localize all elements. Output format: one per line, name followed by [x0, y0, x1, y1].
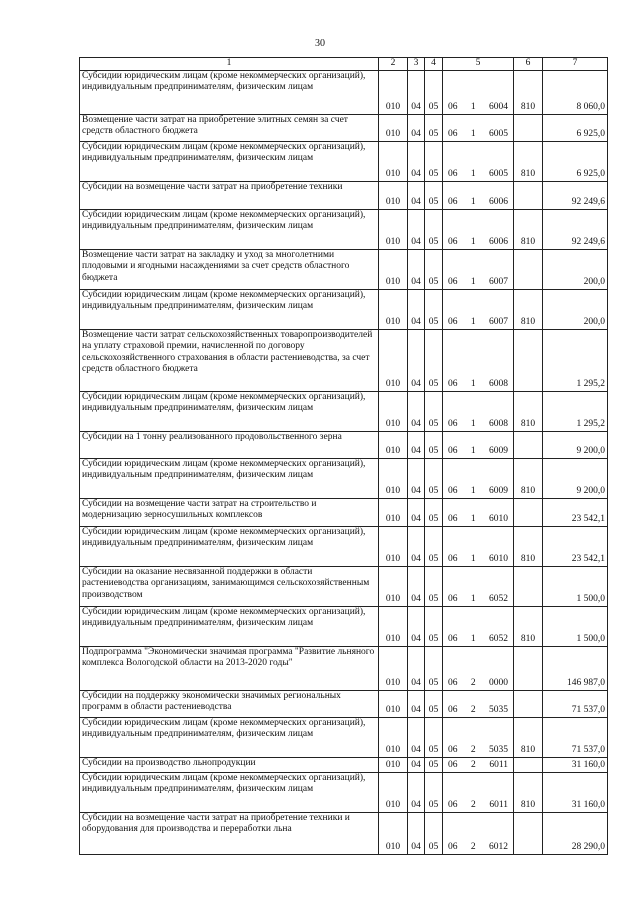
row-code-target-item: 6006 — [489, 197, 508, 207]
row-code-subsection: 05 — [425, 391, 443, 431]
table-row — [80, 772, 608, 812]
row-amount: 8 060,0 — [543, 70, 608, 114]
row-description: Возмещение части затрат на закладку и уход за многолетними плодовыми и ягодными насаждениями за счет средств областного бюджета — [80, 249, 379, 289]
header-col-5: 5 — [443, 58, 514, 71]
table-row — [80, 181, 608, 209]
row-code-department: 010 — [379, 717, 408, 757]
row-code-section: 04 — [408, 498, 425, 526]
table-row — [80, 566, 608, 606]
row-code-expense-type — [514, 812, 543, 854]
row-code-target-program: 06 — [448, 760, 458, 770]
row-amount: 200,0 — [543, 289, 608, 329]
row-code-target-program: 06 — [448, 634, 458, 644]
row-code-section: 04 — [408, 757, 425, 772]
row-code-subsection: 05 — [425, 566, 443, 606]
row-code-target — [443, 431, 514, 458]
row-code-subsection: 05 — [425, 114, 443, 141]
row-amount: 200,0 — [543, 249, 608, 289]
row-code-target-subprogram: 1 — [470, 594, 476, 604]
row-code-target — [443, 114, 514, 141]
row-code-target-subprogram: 2 — [470, 842, 476, 852]
row-code-department: 010 — [379, 812, 408, 854]
row-code-subsection: 05 — [425, 646, 443, 690]
row-amount: 92 249,6 — [543, 181, 608, 209]
row-code-subsection: 05 — [425, 606, 443, 646]
row-code-target — [443, 141, 514, 181]
row-code-target-program: 06 — [448, 169, 458, 179]
row-amount: 28 290,0 — [543, 812, 608, 854]
table-row — [80, 114, 608, 141]
row-amount: 31 160,0 — [543, 757, 608, 772]
table-row — [80, 458, 608, 498]
row-code-target-item: 6052 — [489, 594, 508, 604]
table-row — [80, 70, 608, 114]
row-code-target — [443, 646, 514, 690]
row-code-expense-type: 810 — [514, 209, 543, 249]
row-code-target-subprogram: 2 — [470, 745, 476, 755]
row-code-target-item: 6009 — [489, 446, 508, 456]
row-code-department: 010 — [379, 772, 408, 812]
row-code-section: 04 — [408, 566, 425, 606]
row-code-department: 010 — [379, 757, 408, 772]
row-code-target-item: 6011 — [489, 760, 508, 770]
row-code-target — [443, 812, 514, 854]
row-code-target — [443, 458, 514, 498]
row-code-section: 04 — [408, 690, 425, 717]
row-code-target-item: 6012 — [489, 842, 508, 852]
row-code-target-item: 6008 — [489, 419, 508, 429]
page-number: 30 — [315, 38, 325, 49]
row-code-subsection: 05 — [425, 329, 443, 391]
row-code-department: 010 — [379, 249, 408, 289]
row-description: Субсидии на возмещение части затрат на строительство и модернизацию зерносушильных комплексов — [80, 498, 379, 526]
row-code-department: 010 — [379, 114, 408, 141]
row-amount: 71 537,0 — [543, 717, 608, 757]
row-description: Субсидии юридическим лицам (кроме некоммерческих организаций), индивидуальным предпринимателям, физическим лицам — [80, 717, 379, 757]
row-code-target-item: 6010 — [489, 514, 508, 524]
row-code-target-subprogram: 2 — [471, 760, 476, 770]
row-code-department: 010 — [379, 458, 408, 498]
row-code-section: 04 — [408, 181, 425, 209]
row-code-target-program: 06 — [448, 745, 458, 755]
row-amount: 1 295,2 — [543, 329, 608, 391]
row-code-section: 04 — [408, 329, 425, 391]
row-code-section: 04 — [408, 70, 425, 114]
header-col-1: 1 — [80, 58, 379, 71]
row-code-target-item: 6007 — [489, 277, 508, 287]
row-code-department: 010 — [379, 181, 408, 209]
row-code-department: 010 — [379, 498, 408, 526]
row-code-target-subprogram: 1 — [470, 379, 476, 389]
row-code-target-subprogram: 2 — [470, 705, 476, 715]
row-code-expense-type: 810 — [514, 289, 543, 329]
row-code-target — [443, 690, 514, 717]
row-description: Субсидии на возмещение части затрат на приобретение техники и оборудования для производства и переработки льна — [80, 812, 379, 854]
row-amount: 1 295,2 — [543, 391, 608, 431]
row-code-target-subprogram: 1 — [470, 634, 476, 644]
row-code-target-item: 5035 — [489, 745, 508, 755]
row-code-target — [443, 526, 514, 566]
table-row — [80, 498, 608, 526]
row-code-target — [443, 70, 514, 114]
table-row — [80, 209, 608, 249]
row-code-subsection: 05 — [425, 458, 443, 498]
row-code-section: 04 — [408, 141, 425, 181]
row-code-section: 04 — [408, 391, 425, 431]
row-description: Возмещение части затрат на приобретение элитных семян за счет средств областного бюджета — [80, 114, 379, 141]
row-code-expense-type — [514, 757, 543, 772]
row-code-target-subprogram: 2 — [471, 800, 476, 810]
row-amount: 6 925,0 — [543, 114, 608, 141]
row-code-subsection: 05 — [425, 717, 443, 757]
row-code-subsection: 05 — [425, 772, 443, 812]
row-code-section: 04 — [408, 717, 425, 757]
row-code-target-program: 06 — [448, 129, 458, 139]
row-code-expense-type — [514, 249, 543, 289]
row-code-expense-type — [514, 114, 543, 141]
row-code-section: 04 — [408, 458, 425, 498]
row-description: Субсидии юридическим лицам (кроме некоммерческих организаций), индивидуальным предпринимателям, физическим лицам — [80, 70, 379, 114]
row-code-department: 010 — [379, 209, 408, 249]
row-code-target-program: 06 — [448, 379, 458, 389]
table-row — [80, 757, 608, 772]
row-amount: 6 925,0 — [543, 141, 608, 181]
row-code-section: 04 — [408, 114, 425, 141]
row-description: Субсидии на возмещение части затрат на приобретение техники — [80, 181, 379, 209]
table-row — [80, 329, 608, 391]
row-code-target — [443, 209, 514, 249]
row-code-target — [443, 181, 514, 209]
row-code-target-subprogram: 1 — [470, 277, 476, 287]
row-code-target-program: 06 — [448, 102, 458, 112]
row-code-target-program: 06 — [448, 514, 458, 524]
row-code-expense-type: 810 — [514, 606, 543, 646]
row-code-section: 04 — [408, 812, 425, 854]
row-code-subsection: 05 — [425, 431, 443, 458]
row-code-expense-type — [514, 566, 543, 606]
row-code-expense-type: 810 — [514, 717, 543, 757]
row-code-subsection: 05 — [425, 757, 443, 772]
row-code-expense-type — [514, 181, 543, 209]
row-code-department: 010 — [379, 431, 408, 458]
row-code-target-subprogram: 1 — [470, 102, 476, 112]
row-description: Субсидии юридическим лицам (кроме некоммерческих организаций), индивидуальным предпринимателям, физическим лицам — [80, 526, 379, 566]
row-description: Субсидии юридическим лицам (кроме некоммерческих организаций), индивидуальным предпринимателям, физическим лицам — [80, 458, 379, 498]
row-code-target-subprogram: 1 — [470, 554, 476, 564]
row-code-section: 04 — [408, 526, 425, 566]
row-code-subsection: 05 — [425, 498, 443, 526]
row-description: Субсидии на 1 тонну реализованного продовольственного зерна — [80, 431, 379, 458]
row-code-subsection: 05 — [425, 526, 443, 566]
row-code-expense-type: 810 — [514, 141, 543, 181]
row-code-department: 010 — [379, 141, 408, 181]
row-code-subsection: 05 — [425, 70, 443, 114]
table-row — [80, 812, 608, 854]
row-code-target-subprogram: 1 — [470, 419, 476, 429]
row-code-section: 04 — [408, 646, 425, 690]
row-code-section: 04 — [408, 289, 425, 329]
row-code-target-subprogram: 1 — [470, 129, 476, 139]
row-description: Подпрограмма "Экономически значимая программа "Развитие льняного комплекса Вологодской области на 2013-2020 годы" — [80, 646, 379, 690]
row-description: Возмещение части затрат сельскохозяйственных товаропроизводителей на уплату страховой премии, начисленной по договору сельскохозяйственного страхования в области растениеводства, за счет средств областного бюджета — [80, 329, 379, 391]
header-col-7: 7 — [543, 58, 608, 71]
table-row — [80, 289, 608, 329]
row-code-target-program: 06 — [448, 554, 458, 564]
row-code-section: 04 — [408, 772, 425, 812]
row-code-expense-type — [514, 690, 543, 717]
row-description: Субсидии юридическим лицам (кроме некоммерческих организаций), индивидуальным предпринимателям, физическим лицам — [80, 772, 379, 812]
row-code-department: 010 — [379, 289, 408, 329]
row-code-target-item: 6010 — [489, 554, 508, 564]
row-code-department: 010 — [379, 690, 408, 717]
table-row — [80, 391, 608, 431]
row-code-target-item: 6005 — [489, 169, 508, 179]
row-code-target-program: 06 — [448, 419, 458, 429]
row-code-target-program: 06 — [448, 800, 458, 810]
row-code-department: 010 — [379, 566, 408, 606]
row-amount: 1 500,0 — [543, 566, 608, 606]
row-description: Субсидии на оказание несвязанной поддержки в области растениеводства организациям, занимающимся сельскохозяйственным производством — [80, 566, 379, 606]
row-amount: 23 542,1 — [543, 498, 608, 526]
row-code-subsection: 05 — [425, 141, 443, 181]
row-code-department: 010 — [379, 391, 408, 431]
row-description: Субсидии юридическим лицам (кроме некоммерческих организаций), индивидуальным предпринимателям, физическим лицам — [80, 289, 379, 329]
row-amount: 9 200,0 — [543, 431, 608, 458]
row-code-expense-type: 810 — [514, 70, 543, 114]
row-code-target-subprogram: 1 — [470, 317, 476, 327]
row-code-expense-type — [514, 329, 543, 391]
row-code-subsection: 05 — [425, 181, 443, 209]
row-code-subsection: 05 — [425, 690, 443, 717]
header-col-6: 6 — [514, 58, 543, 71]
row-code-section: 04 — [408, 209, 425, 249]
row-code-target-program: 06 — [448, 842, 458, 852]
row-code-target — [443, 772, 514, 812]
row-code-target-item: 6009 — [489, 486, 508, 496]
row-code-section: 04 — [408, 249, 425, 289]
row-amount: 31 160,0 — [543, 772, 608, 812]
row-code-expense-type — [514, 431, 543, 458]
row-code-target-item: 6052 — [489, 634, 508, 644]
row-code-target — [443, 249, 514, 289]
row-description: Субсидии юридическим лицам (кроме некоммерческих организаций), индивидуальным предпринимателям, физическим лицам — [80, 141, 379, 181]
row-code-target-item: 0000 — [489, 678, 508, 688]
row-code-section: 04 — [408, 606, 425, 646]
table-row — [80, 646, 608, 690]
row-code-target-item: 6006 — [489, 237, 508, 247]
row-code-target — [443, 606, 514, 646]
row-code-target-program: 06 — [448, 237, 458, 247]
table-row — [80, 606, 608, 646]
row-code-department: 010 — [379, 329, 408, 391]
row-code-target-program: 06 — [448, 446, 458, 456]
table-row — [80, 141, 608, 181]
table-row — [80, 526, 608, 566]
row-amount: 23 542,1 — [543, 526, 608, 566]
row-code-target-item: 5035 — [489, 705, 508, 715]
row-amount: 1 500,0 — [543, 606, 608, 646]
row-code-target-subprogram: 1 — [470, 514, 476, 524]
row-code-target-program: 06 — [448, 277, 458, 287]
row-code-department: 010 — [379, 646, 408, 690]
table-row — [80, 431, 608, 458]
row-code-target — [443, 757, 514, 772]
row-description: Субсидии юридическим лицам (кроме некоммерческих организаций), индивидуальным предпринимателям, физическим лицам — [80, 391, 379, 431]
row-code-target — [443, 498, 514, 526]
row-code-target-item: 6005 — [489, 129, 508, 139]
table-row — [80, 690, 608, 717]
row-description: Субсидии юридическим лицам (кроме некоммерческих организаций), индивидуальным предпринимателям, физическим лицам — [80, 606, 379, 646]
row-code-target-subprogram: 1 — [470, 169, 476, 179]
row-code-target-subprogram: 1 — [470, 446, 476, 456]
row-code-target-item: 6008 — [489, 379, 508, 389]
row-code-target-program: 06 — [448, 678, 458, 688]
row-code-target-subprogram: 1 — [470, 486, 476, 496]
row-code-target — [443, 717, 514, 757]
row-code-target-item: 6011 — [489, 800, 508, 810]
row-code-target-program: 06 — [448, 594, 458, 604]
header-row — [80, 58, 608, 71]
row-code-subsection: 05 — [425, 209, 443, 249]
row-code-target — [443, 391, 514, 431]
row-code-target-subprogram: 2 — [470, 678, 476, 688]
header-col-3: 3 — [408, 58, 425, 71]
row-code-target-program: 06 — [448, 486, 458, 496]
row-amount: 9 200,0 — [543, 458, 608, 498]
row-amount: 92 249,6 — [543, 209, 608, 249]
row-code-target-item: 6004 — [489, 102, 508, 112]
row-amount: 146 987,0 — [543, 646, 608, 690]
header-col-4: 4 — [425, 58, 443, 71]
row-code-subsection: 05 — [425, 812, 443, 854]
row-code-target-program: 06 — [448, 197, 458, 207]
row-code-department: 010 — [379, 70, 408, 114]
budget-table — [79, 57, 608, 855]
row-code-target — [443, 566, 514, 606]
row-code-target — [443, 289, 514, 329]
row-code-section: 04 — [408, 431, 425, 458]
row-code-target-item: 6007 — [489, 317, 508, 327]
row-amount: 71 537,0 — [543, 690, 608, 717]
row-description: Субсидии на производство льнопродукции — [80, 757, 379, 772]
table-body — [80, 70, 608, 854]
row-code-target-subprogram: 1 — [470, 197, 476, 207]
row-code-expense-type: 810 — [514, 391, 543, 431]
row-code-subsection: 05 — [425, 249, 443, 289]
row-code-expense-type — [514, 646, 543, 690]
table-row — [80, 249, 608, 289]
row-code-expense-type — [514, 498, 543, 526]
row-code-expense-type: 810 — [514, 772, 543, 812]
row-code-department: 010 — [379, 606, 408, 646]
row-description: Субсидии юридическим лицам (кроме некоммерческих организаций), индивидуальным предпринимателям, физическим лицам — [80, 209, 379, 249]
row-code-target — [443, 329, 514, 391]
row-code-expense-type: 810 — [514, 526, 543, 566]
row-description: Субсидии на поддержку экономически значимых региональных программ в области растениеводства — [80, 690, 379, 717]
header-col-2: 2 — [379, 58, 408, 71]
table-row — [80, 717, 608, 757]
row-code-department: 010 — [379, 526, 408, 566]
row-code-expense-type: 810 — [514, 458, 543, 498]
row-code-target-program: 06 — [448, 705, 458, 715]
row-code-subsection: 05 — [425, 289, 443, 329]
row-code-target-program: 06 — [448, 317, 458, 327]
row-code-target-subprogram: 1 — [470, 237, 476, 247]
